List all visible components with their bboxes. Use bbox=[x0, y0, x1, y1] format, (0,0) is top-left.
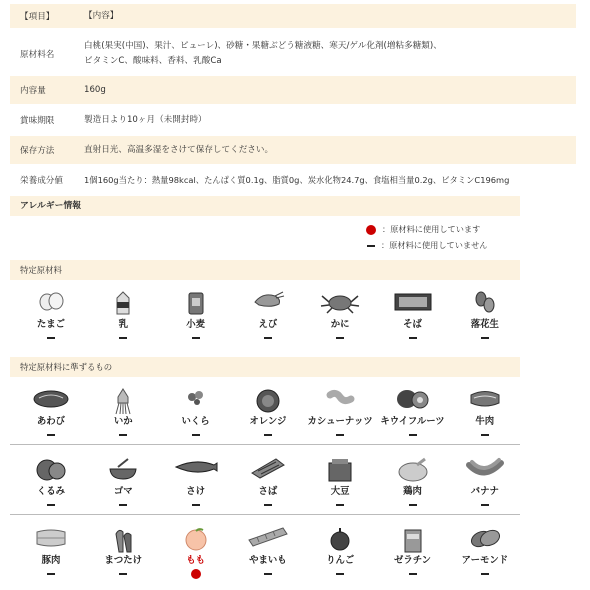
legend-unused-text: ：原材料に使用していません bbox=[381, 240, 488, 250]
beef-icon bbox=[468, 387, 502, 412]
allergen-label: さば bbox=[258, 486, 278, 497]
crab-icon bbox=[320, 290, 360, 317]
spec-row-ingredients bbox=[10, 34, 576, 74]
unused-dash-icon bbox=[264, 434, 272, 436]
spec-header-key: 【項目】 bbox=[20, 12, 55, 22]
spec-key: 原材料名 bbox=[20, 50, 55, 60]
allergen-related1-2 bbox=[161, 385, 231, 447]
allergen-label: たまご bbox=[36, 319, 66, 330]
unused-dash-icon bbox=[336, 337, 344, 339]
allergen-related2-2 bbox=[161, 455, 231, 517]
allergen-specific-5 bbox=[378, 288, 448, 350]
spec-row-expiry bbox=[10, 106, 576, 134]
allergen-label: いか bbox=[113, 416, 133, 427]
unused-dash-icon bbox=[336, 504, 344, 506]
legend-unused bbox=[366, 240, 487, 251]
related-grid-row-3 bbox=[16, 524, 510, 590]
allergen-label: りんご bbox=[326, 555, 355, 566]
almond-icon bbox=[468, 526, 502, 553]
egg-icon bbox=[38, 290, 64, 315]
allergen-label: もも bbox=[186, 555, 205, 566]
unused-dash-icon bbox=[409, 504, 417, 506]
allergen-related2-3 bbox=[233, 455, 303, 517]
allergen-label: 牛肉 bbox=[475, 416, 495, 427]
spec-key: 栄養成分値 bbox=[20, 176, 63, 186]
allergen-label: いくら bbox=[181, 416, 210, 427]
allergen-related1-5 bbox=[378, 385, 448, 447]
peanut-icon bbox=[472, 290, 498, 319]
unused-dash-icon bbox=[119, 434, 127, 436]
allergen-related3-3 bbox=[233, 524, 303, 586]
allergen-label: 豚肉 bbox=[41, 555, 61, 566]
flour-bag-icon bbox=[185, 290, 207, 319]
unused-dash-icon bbox=[409, 573, 417, 575]
allergen-related3-2 bbox=[161, 524, 231, 586]
allergen-related1-4 bbox=[305, 385, 375, 447]
spec-value-line: ビタミンC、酸味料、香料、乳酸Ca bbox=[84, 56, 222, 66]
unused-dash-icon bbox=[481, 337, 489, 339]
unused-dash-icon bbox=[119, 573, 127, 575]
salmon-icon bbox=[174, 457, 218, 480]
unused-dash-icon bbox=[47, 504, 55, 506]
allergen-related3-5 bbox=[378, 524, 448, 586]
walnut-icon bbox=[35, 457, 67, 486]
spec-value: 160g bbox=[84, 84, 106, 95]
peach-icon bbox=[183, 526, 209, 555]
spec-row-nutrition bbox=[10, 166, 576, 194]
allergen-related1-3 bbox=[233, 385, 303, 447]
allergen-specific-2 bbox=[161, 288, 231, 350]
divider bbox=[10, 444, 520, 445]
allergen-related2-6 bbox=[450, 455, 520, 517]
allergen-specific-3 bbox=[233, 288, 303, 350]
allergen-label: ゼラチン bbox=[393, 555, 432, 566]
soybean-icon bbox=[325, 457, 355, 486]
related-section-label: 特定原材料に準ずるもの bbox=[10, 357, 520, 377]
unused-dash-icon bbox=[192, 337, 200, 339]
allergen-related3-0 bbox=[16, 524, 86, 586]
allergy-title: アレルギー情報 bbox=[10, 196, 520, 216]
unused-dash-icon bbox=[367, 245, 375, 247]
allergen-label: えび bbox=[258, 319, 278, 330]
allergen-label: オレンジ bbox=[249, 416, 287, 427]
unused-dash-icon bbox=[47, 337, 55, 339]
soba-icon bbox=[392, 290, 434, 317]
unused-dash-icon bbox=[481, 573, 489, 575]
spec-value: 直射日光、高温多湿をさけて保存してください。 bbox=[84, 144, 274, 155]
unused-dash-icon bbox=[119, 504, 127, 506]
unused-dash-icon bbox=[192, 434, 200, 436]
unused-dash-icon bbox=[481, 504, 489, 506]
allergen-label: ゴマ bbox=[113, 486, 133, 497]
allergen-specific-4 bbox=[305, 288, 375, 350]
allergen-related3-1 bbox=[88, 524, 158, 586]
spec-header-row bbox=[10, 4, 576, 28]
kiwi-icon bbox=[395, 387, 431, 414]
spec-header-value: 【内容】 bbox=[84, 10, 119, 21]
salmon-roe-icon bbox=[184, 387, 208, 410]
allergen-specific-1 bbox=[88, 288, 158, 350]
yam-icon bbox=[247, 526, 289, 551]
chicken-icon bbox=[395, 457, 431, 486]
cashew-icon bbox=[324, 387, 356, 414]
spec-value: 1個160g当たり：熱量98kcal、たんぱく質0.1g、脂質0g、炭水化物24.7g、食塩相当量0.2g、ビタミンC196mg bbox=[84, 174, 510, 185]
unused-dash-icon bbox=[409, 337, 417, 339]
spec-row-volume bbox=[10, 76, 576, 104]
shrimp-icon bbox=[251, 290, 285, 315]
unused-dash-icon bbox=[47, 573, 55, 575]
allergen-label: 大豆 bbox=[330, 486, 350, 497]
specific-grid bbox=[16, 288, 510, 366]
unused-dash-icon bbox=[119, 337, 127, 339]
allergen-related3-4 bbox=[305, 524, 375, 586]
banana-icon bbox=[466, 457, 504, 484]
allergen-specific-0 bbox=[16, 288, 86, 350]
unused-dash-icon bbox=[336, 573, 344, 575]
unused-dash-icon bbox=[481, 434, 489, 436]
allergen-label: かに bbox=[330, 319, 350, 330]
allergen-label: 乳 bbox=[118, 319, 128, 330]
allergen-label: まつたけ bbox=[104, 555, 143, 566]
unused-dash-icon bbox=[47, 434, 55, 436]
unused-dash-icon bbox=[409, 434, 417, 436]
allergen-label: 小麦 bbox=[186, 319, 205, 330]
spec-value-line: 白桃(果実(中国)、果汁、ピューレ)、砂糖・果糖ぶどう糖液糖、寒天/ゲル化剤(増粘多糖類)、 bbox=[84, 41, 442, 51]
allergen-label: やまいも bbox=[249, 555, 287, 566]
allergen-label: アーモンド bbox=[461, 555, 509, 566]
apple-icon bbox=[327, 526, 353, 555]
unused-dash-icon bbox=[336, 434, 344, 436]
allergen-related2-5 bbox=[378, 455, 448, 517]
spec-key: 内容量 bbox=[20, 86, 46, 96]
allergen-related2-4 bbox=[305, 455, 375, 517]
orange-icon bbox=[254, 387, 282, 416]
allergen-related2-1 bbox=[88, 455, 158, 517]
allergen-related3-6 bbox=[450, 524, 520, 586]
sesame-icon bbox=[106, 457, 140, 484]
milk-carton-icon bbox=[112, 290, 134, 319]
allergen-related1-1 bbox=[88, 385, 158, 447]
related-grid-row-1 bbox=[16, 385, 510, 463]
abalone-icon bbox=[31, 387, 71, 412]
allergen-label: 鶏肉 bbox=[403, 486, 422, 497]
allergen-label: あわび bbox=[36, 416, 66, 427]
spec-key: 賞味期限 bbox=[20, 116, 55, 126]
unused-dash-icon bbox=[192, 504, 200, 506]
legend-used-text: ：原材料に使用しています bbox=[382, 224, 481, 234]
allergen-label: カシューナッツ bbox=[307, 416, 373, 427]
allergen-label: バナナ bbox=[470, 486, 499, 497]
allergen-related1-0 bbox=[16, 385, 86, 447]
related-grid-row-2 bbox=[16, 455, 510, 533]
allergen-label: くるみ bbox=[36, 486, 66, 497]
spec-value bbox=[76, 39, 576, 69]
allergen-related2-0 bbox=[16, 455, 86, 517]
allergen-specific-6 bbox=[450, 288, 520, 350]
allergen-label: さけ bbox=[186, 486, 205, 497]
used-dot-icon bbox=[191, 569, 201, 579]
allergen-label: キウイフルーツ bbox=[380, 416, 445, 427]
used-dot-icon bbox=[366, 225, 376, 235]
divider bbox=[10, 514, 520, 515]
unused-dash-icon bbox=[264, 337, 272, 339]
specific-section-label: 特定原材料 bbox=[10, 260, 520, 280]
spec-key: 保存方法 bbox=[20, 146, 55, 156]
allergen-related1-6 bbox=[450, 385, 520, 447]
pork-icon bbox=[34, 526, 68, 551]
unused-dash-icon bbox=[264, 573, 272, 575]
spec-value: 製造日より10ヶ月（未開封時） bbox=[84, 114, 207, 125]
mackerel-icon bbox=[248, 457, 288, 482]
spec-row-storage bbox=[10, 136, 576, 164]
legend-used bbox=[366, 224, 480, 235]
unused-dash-icon bbox=[264, 504, 272, 506]
allergen-label: 落花生 bbox=[470, 319, 499, 330]
allergen-label: そば bbox=[403, 319, 422, 330]
